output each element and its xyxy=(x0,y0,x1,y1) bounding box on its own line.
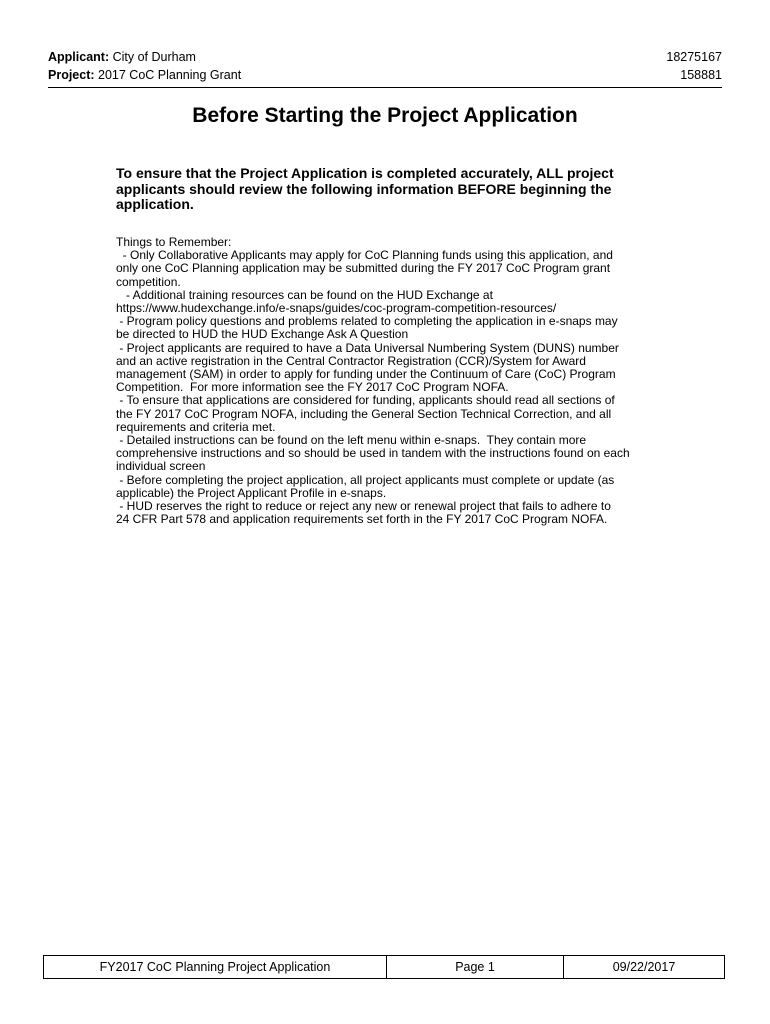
applicant-info xyxy=(48,50,196,64)
page-header xyxy=(48,50,722,90)
footer-date: 09/22/2017 xyxy=(612,960,676,974)
applicant-row xyxy=(48,50,722,68)
project-id: 158881 xyxy=(680,68,722,82)
instructions-text: Things to Remember: - Only Collaborative Applicants may apply for CoC Planning funds using this application, and only one CoC Planning application may be submitted during the FY 2017 CoC Program grant competition. - Additional training resources can be found on the HUD Exchange at https://www.hudexchange.info/e-snaps/guides/coc-program-competition-resources/ - Program policy questions and problems related to completing the application in e-snaps may be directed to HUD the HUD Exchange Ask A Question - Project applicants are required to have a Data Universal Numbering System (DUNS) number and an active registration in the Central Contractor Registration (CCR)/System for Award management (SAM) in order to apply for funding under the Continuum of Care (CoC) Program Competition. For more information see the FY 2017 CoC Program NOFA. - To ensure that applications are considered for funding, applicants should read all sections of the FY 2017 CoC Program NOFA, including the General Section Technical Correction, and all requirements and criteria met. - Detailed instructions can be found on the left menu within e-snaps. They contain more comprehensive instructions and so should be used in tandem with the instructions found on each individual screen - Before completing the project application, all project applicants must complete or update (as applicable) the Project Applicant Profile in e-snaps. - HUD reserves the right to reduce or reject any new or renewal project that fails to adhere to 24 CFR Part 578 and application requirements set forth in the FY 2017 CoC Program NOFA. xyxy=(116,235,630,527)
header-divider xyxy=(48,87,722,88)
footer-page-number: Page 1 xyxy=(387,956,564,978)
project-label: Project: xyxy=(48,68,95,82)
applicant-id: 18275167 xyxy=(666,50,722,64)
applicant-value: City of Durham xyxy=(112,50,196,64)
applicant-label: Applicant: xyxy=(48,50,110,64)
footer-document-name: FY2017 CoC Planning Project Application xyxy=(44,956,387,978)
project-row xyxy=(48,68,722,86)
intro-paragraph: To ensure that the Project Application is completed accurately, ALL project applicants should review the following information BEFORE beginning the application. xyxy=(116,165,614,212)
page-footer xyxy=(43,955,725,979)
page-title: Before Starting the Project Application xyxy=(192,104,578,127)
project-info xyxy=(48,68,241,82)
project-value: 2017 CoC Planning Grant xyxy=(98,68,242,82)
